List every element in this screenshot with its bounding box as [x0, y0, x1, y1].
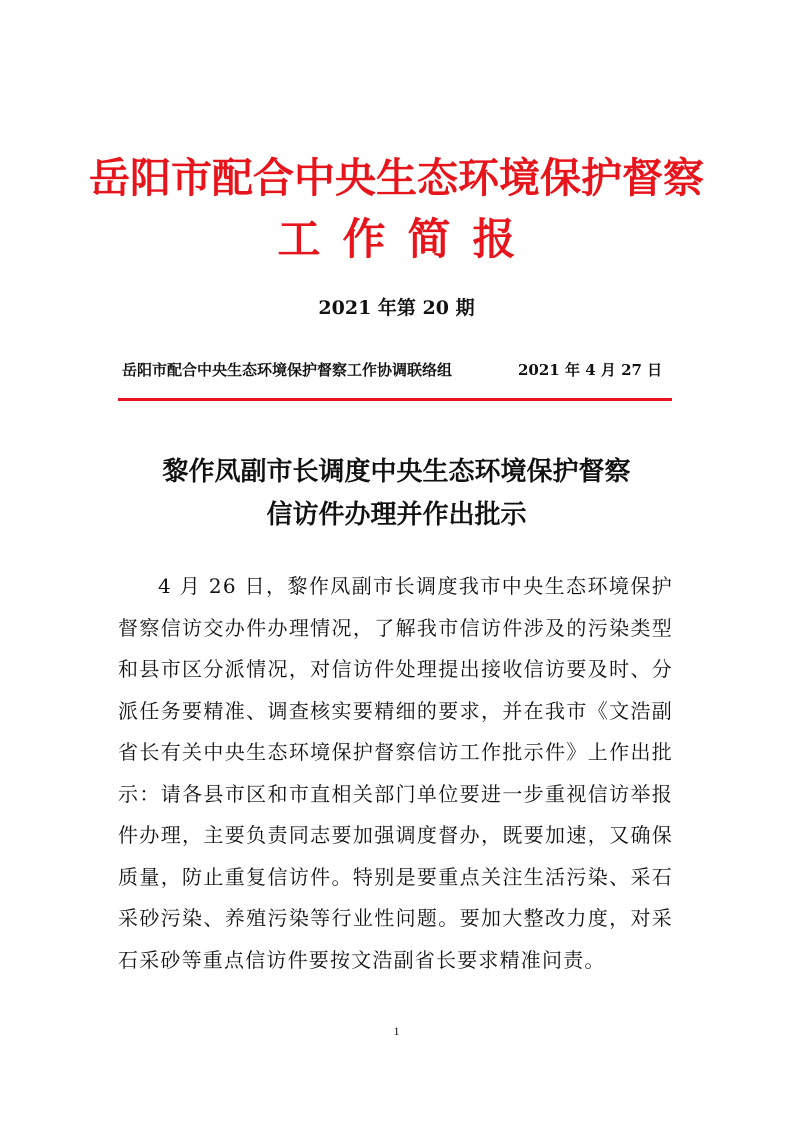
- article-headline-line1: 黎作凤副市长调度中央生态环境保护督察: [162, 457, 631, 487]
- red-divider-line: [118, 398, 672, 401]
- page-number: 1: [393, 1024, 400, 1038]
- article-headline-line2: 信访件办理并作出批示: [266, 500, 527, 530]
- issue-number: 2021 年第 20 期: [318, 297, 475, 319]
- masthead-title-line1: 岳阳市配合中央生态环境保护督察: [89, 154, 704, 202]
- issuer-name: 岳阳市配合中央生态环境保护督察工作协调联络组: [122, 361, 453, 379]
- article-body: 4 月 26 日，黎作凤副市长调度我市中央生态环境保护督察信访交办件办理情况，了解我市信访件涉及的污染类型和县市区分派情况，对信访件处理提出接收信访要及时、分派任务要精准、调查核实要精细的要求，并在我市《文浩副省长有关中央生态环境保护督察信访工作批示件》上作出批示：请各县市区和市直相关部门单位要进一步重视信访举报件办理，主要负责同志要加强调度督办，既要加速，又确保质量，防止重复信访件。特别是要重点关注生活污染、采石采砂污染、养殖污染等行业性问题。要加大整改力度，对采石采砂等重点信访件要按文浩副省长要求精准问责。: [118, 574, 673, 972]
- issue-date: 2021 年 4 月 27 日: [518, 361, 663, 379]
- masthead-title-line2: 工作简报: [277, 215, 538, 265]
- issuer-row: [122, 359, 672, 383]
